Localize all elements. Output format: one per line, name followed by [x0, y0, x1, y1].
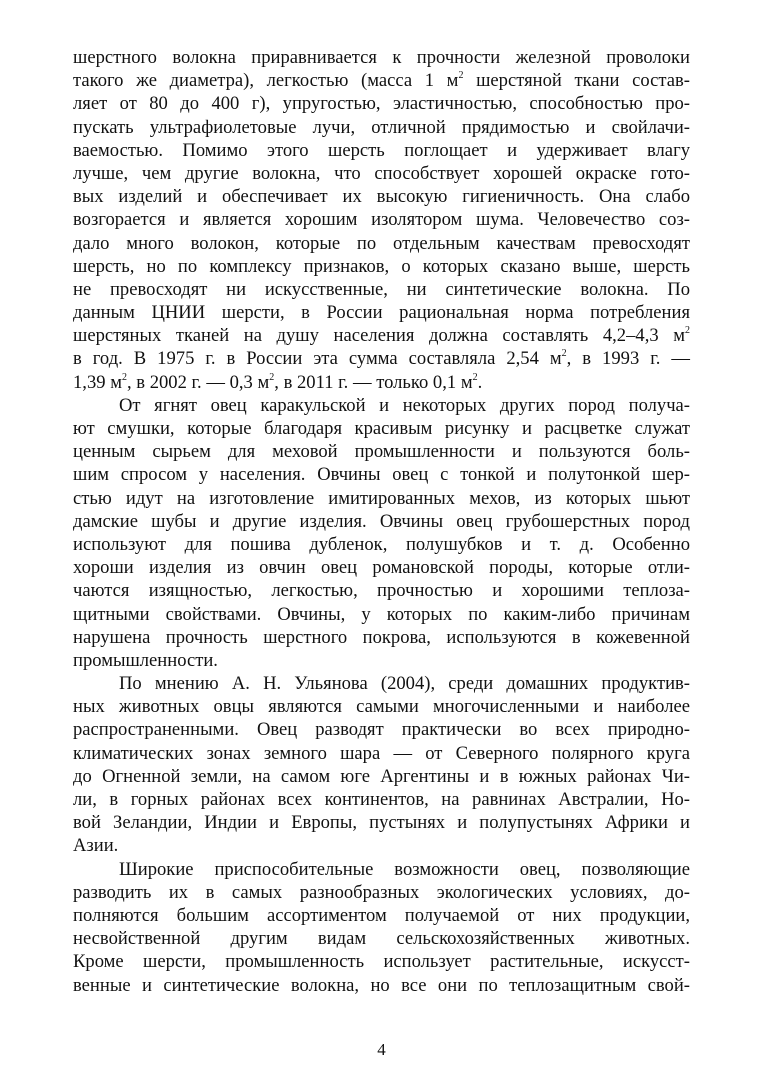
text-line: Азии. — [73, 835, 119, 857]
text-line: используют для пошива дубленок, полушубков и т. д. Особенно — [73, 533, 690, 555]
page-number: 4 — [377, 1040, 386, 1059]
text-line: ли, в горных районах всех континентов, на равнинах Австралии, Но- — [73, 789, 690, 810]
text-line: ных животных овцы являются самыми многочисленными и наиболее — [73, 696, 690, 718]
text-line: щитными свойствами. Овчины, у которых по каким-либо причинам — [73, 603, 690, 625]
text-line: нарушена прочность шерстного покрова, используются в кожевенной — [73, 626, 690, 648]
text-line: возгорается и является хорошим изолятором шума. Человечество соз- — [73, 209, 690, 231]
text-line: до Огненной земли, на самом юге Аргентины и в южных районах Чи- — [73, 765, 690, 787]
text-line: шим спросом у населения. Овчины овец с тонкой и полутонкой шер- — [73, 464, 690, 486]
text-line: шерстного волокна приравнивается к прочности железной проволоки — [73, 47, 690, 68]
text-line: 1,39 $м^2$, в 2002 г. — 0,3 $м^2$, в 2011 г. — только 0,1 $м^2$. — [73, 371, 483, 393]
text-line: От ягнят овец каракульской и некоторых других пород получа- — [119, 394, 690, 416]
text-line: данным ЦНИИ шерсти, в России рациональная норма потребления — [73, 302, 690, 324]
paragraph — [73, 672, 690, 858]
text-line: ваемостью. Помимо этого шерсть поглощает и удерживает влагу — [73, 139, 690, 161]
text-line: распространенными. Овец разводят практически во всех природно- — [73, 719, 690, 741]
text-line: не превосходят ни искусственные, ни синтетические волокна. По — [73, 278, 690, 300]
text-line: чаются изящностью, легкостью, прочностью и хорошими теплоза- — [73, 580, 690, 602]
text-line: разводить их в самых разнообразных экологических условиях, до- — [73, 881, 690, 903]
text-line: вых изделий и обеспечивает их высокую гигиеничность. Она слабо — [73, 186, 690, 208]
text-line: полняются большим ассортиментом получаемой от них продукции, — [73, 904, 690, 926]
paragraph — [73, 858, 690, 997]
document-page — [73, 46, 690, 997]
text-line: шерстяных тканей на душу населения должна составлять 4,2–4,3 $м^2$ — [73, 325, 690, 347]
paragraph — [73, 394, 690, 672]
text-line: Кроме шерсти, промышленность использует растительные, искусст- — [73, 951, 690, 973]
text-line: ют смушки, которые благодаря красивым рисунку и расцветке служат — [73, 418, 690, 439]
text-line: промышленности. — [73, 649, 218, 671]
text-line: лучше, чем другие волокна, что способствует хорошей окраске гото- — [73, 162, 690, 184]
text-line: По мнению А. Н. Ульянова (2004), среди домашних продуктив- — [119, 673, 690, 695]
text-line: Широкие приспособительные возможности овец, позволяющие — [119, 858, 690, 880]
text-line: несвойственной другим видам сельскохозяйственных животных. — [73, 928, 690, 950]
text-line: хороши изделия из овчин овец романовской породы, которые отли- — [73, 557, 690, 579]
paragraph — [73, 46, 690, 394]
text-line: дамские шубы и другие изделия. Овчины овец грубошерстных пород — [73, 510, 690, 532]
text-line: стью идут на изготовление имитированных мехов, из которых шьют — [73, 487, 690, 509]
text-line: климатических зонах земного шара — от Северного полярного круга — [73, 742, 690, 764]
text-line: дало много волокон, которые по отдельным качествам превосходят — [73, 232, 690, 254]
text-line: венные и синтетические волокна, но все они по теплозащитным свой- — [73, 974, 690, 996]
text-line: шерсть, но по комплексу признаков, о которых сказано выше, шерсть — [73, 255, 690, 277]
text-line: в год. В 1975 г. в России эта сумма составляла 2,54 $м^2$, в 1993 г. — — [73, 348, 690, 370]
text-line: вой Зеландии, Индии и Европы, пустынях и полупустынях Африки и — [73, 812, 690, 834]
text-line: ляет от 80 до 400 г), упругостью, эластичностью, способностью про- — [73, 93, 690, 115]
body-text — [73, 46, 690, 997]
text-line: такого же диаметра), легкостью (масса 1 $м^2$ шерстяной ткани состав- — [73, 70, 690, 92]
text-line: ценным сырьем для меховой промышленности и пользуются боль- — [73, 441, 690, 463]
text-line: пускать ультрафиолетовые лучи, отличной прядимостью и свойлачи- — [73, 116, 690, 138]
